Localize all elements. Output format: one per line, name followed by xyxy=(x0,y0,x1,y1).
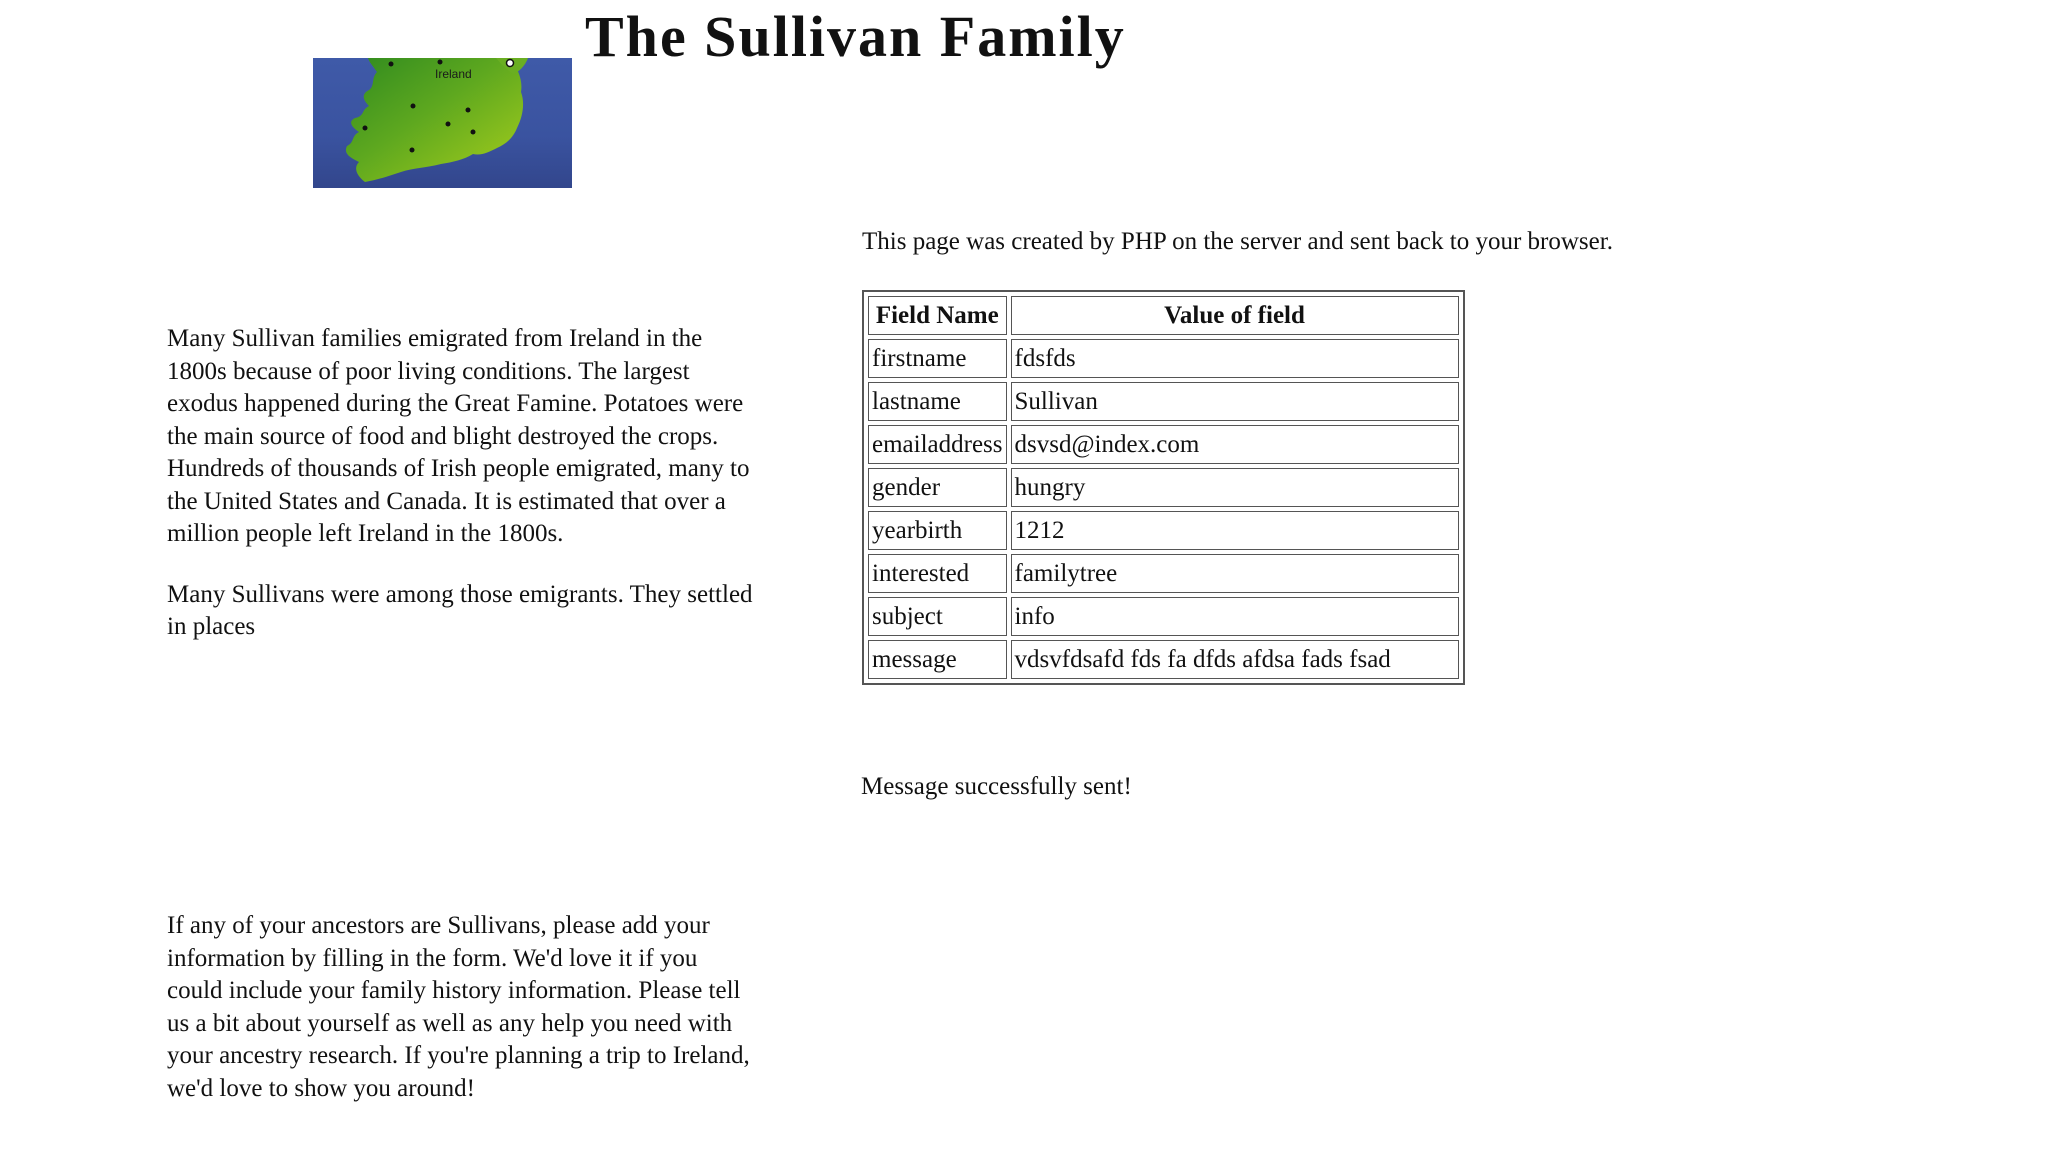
table-row xyxy=(868,554,1459,593)
field-value-cell: vdsvfdsafd fds fa dfds afdsa fads fsad xyxy=(1011,640,1459,679)
field-value-cell: dsvsd@index.com xyxy=(1011,425,1459,464)
field-value-cell: 1212 xyxy=(1011,511,1459,550)
field-value-cell: info xyxy=(1011,597,1459,636)
field-name-cell: interested xyxy=(868,554,1007,593)
field-name-cell: yearbirth xyxy=(868,511,1007,550)
field-value-cell: Sullivan xyxy=(1011,382,1459,421)
php-note: This page was created by PHP on the server and sent back to your browser. xyxy=(862,228,1613,255)
history-paragraph: Many Sullivan families emigrated from Ireland in the 1800s because of poor living conditions. The largest exodus happened during the Great Famine. Potatoes were the main source of food and blight destroyed the crops. Hundreds of thousands of Irish people emigrated, many to the United States and Canada. It is estimated that over a million people left Ireland in the 1800s. xyxy=(167,325,750,547)
left-invite-section xyxy=(167,910,757,1102)
field-name-cell: message xyxy=(868,640,1007,679)
field-value-cell: hungry xyxy=(1011,468,1459,507)
invite-paragraph: If any of your ancestors are Sullivans, please add your information by filling in the form. We'd love it if you could include your family history information. Please tell us a bit about yourself as well as any help you need with your ancestry research. If you're planning a trip to Ireland, we'd love to show you around! xyxy=(167,912,750,1102)
table-row xyxy=(868,339,1459,378)
form-results-table xyxy=(862,290,1465,685)
field-name-cell: gender xyxy=(868,468,1007,507)
site-title-region xyxy=(585,0,1485,78)
table-row xyxy=(868,640,1459,679)
table-header-row xyxy=(868,296,1459,335)
field-name-cell: emailaddress xyxy=(868,425,1007,464)
settlement-paragraph: Many Sullivans were among those emigrants. They settled in places xyxy=(167,580,753,640)
field-value-cell: familytree xyxy=(1011,554,1459,593)
field-name-cell: firstname xyxy=(868,339,1007,378)
table-row xyxy=(868,511,1459,550)
ireland-map-graphic xyxy=(313,58,572,188)
table-row xyxy=(868,468,1459,507)
field-value-cell: fdsfds xyxy=(1011,339,1459,378)
table-row xyxy=(868,425,1459,464)
table-row xyxy=(868,597,1459,636)
header-field-name: Field Name xyxy=(868,296,1007,335)
map-label-ireland: Ireland xyxy=(435,67,472,81)
table-row xyxy=(868,382,1459,421)
success-message: Message successfully sent! xyxy=(861,773,1132,800)
field-name-cell: subject xyxy=(868,597,1007,636)
field-name-cell: lastname xyxy=(868,382,1007,421)
left-history-section xyxy=(167,323,757,640)
site-title: The Sullivan Family xyxy=(585,4,1126,69)
header-field-value: Value of field xyxy=(1011,296,1459,335)
ireland-map-image xyxy=(313,58,572,188)
